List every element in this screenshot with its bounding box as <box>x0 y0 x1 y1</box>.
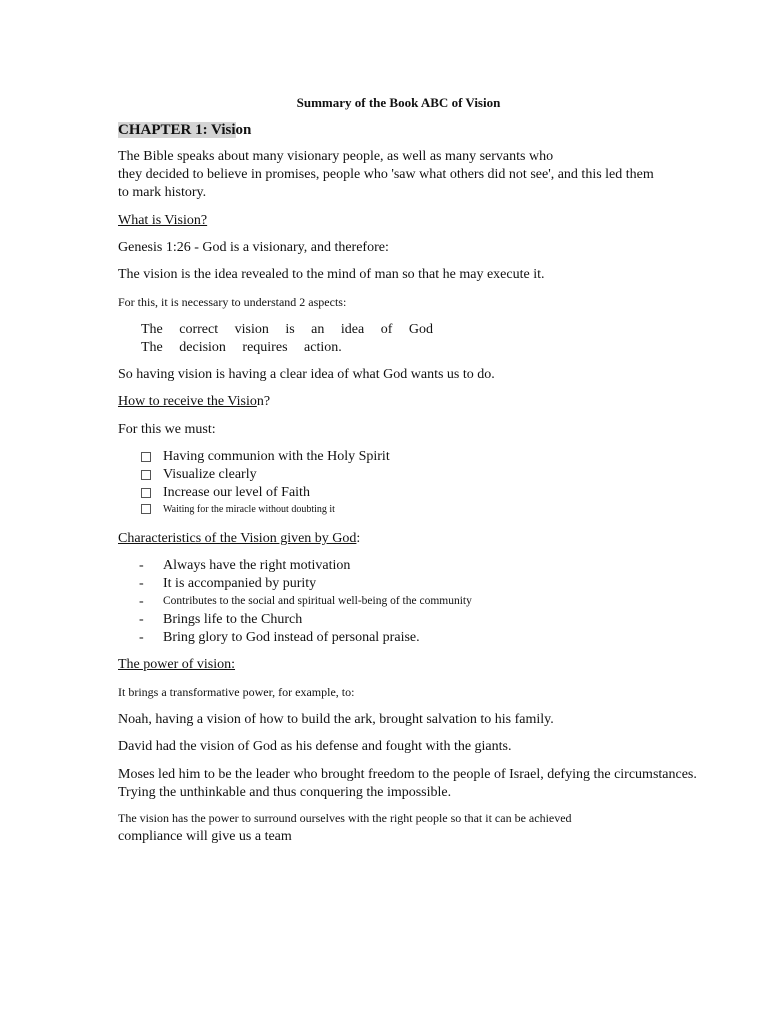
closing-line-2: compliance will give us a team <box>118 829 292 844</box>
checkbox-bullet-icon <box>141 470 151 480</box>
characteristics-heading-rest: : <box>356 531 361 546</box>
dash-bullet: - <box>139 630 144 645</box>
characteristic-item: Always have the right motivation <box>163 558 351 573</box>
characteristic-item: Contributes to the social and spiritual well-being of the community <box>163 595 472 607</box>
checkbox-bullet-icon <box>141 452 151 462</box>
dash-bullet: - <box>139 612 144 627</box>
chapter-heading-rest: on <box>235 122 252 138</box>
checkbox-bullet-icon <box>141 504 151 514</box>
david-paragraph: David had the vision of God as his defense and fought with the giants. <box>118 739 512 754</box>
receive-list-item: Increase our level of Faith <box>163 485 310 500</box>
how-to-receive-intro: For this we must: <box>118 422 216 437</box>
characteristic-item: Bring glory to God instead of personal praise. <box>163 630 420 645</box>
closing-line-1: The vision has the power to surround ourselves with the right people so that it can be achieved <box>118 811 572 825</box>
vision-definition: The vision is the idea revealed to the mind of man so that he may execute it. <box>118 267 545 282</box>
intro-line-1: The Bible speaks about many visionary people, as well as many servants who <box>118 149 554 164</box>
receive-list-item: Waiting for the miracle without doubting it <box>163 504 335 515</box>
dash-bullet: - <box>139 558 144 573</box>
genesis-line: Genesis 1:26 - God is a visionary, and therefore: <box>118 240 389 255</box>
power-heading: The power of vision: <box>118 657 236 672</box>
how-to-receive-heading-rest: n? <box>256 394 271 409</box>
chapter-heading <box>118 121 251 139</box>
power-intro: It brings a transformative power, for example, to: <box>118 685 355 699</box>
moses-line-1: Moses led him to be the leader who brought freedom to the people of Israel, defying the circumstances. <box>118 767 697 782</box>
receive-list-item: Having communion with the Holy Spirit <box>163 449 390 464</box>
chapter-highlight: CHAPTER 1: Visi <box>118 122 236 138</box>
what-is-vision-heading: What is Vision? <box>118 213 208 228</box>
checkbox-bullet-icon <box>141 488 151 498</box>
dash-bullet: - <box>139 576 144 591</box>
aspect-item: The decision requires action. <box>141 340 342 355</box>
noah-paragraph: Noah, having a vision of how to build the ark, brought salvation to his family. <box>118 712 554 727</box>
dash-bullet: - <box>139 594 144 609</box>
moses-line-2: Trying the unthinkable and thus conquering the impossible. <box>118 785 452 800</box>
aspect-item: The correct vision is an idea of God <box>141 322 433 337</box>
aspects-intro: For this, it is necessary to understand 2 aspects: <box>118 295 347 309</box>
characteristics-heading-underlined: Characteristics of the Vision given by God <box>118 531 357 546</box>
intro-line-3: to mark history. <box>118 185 207 200</box>
characteristic-item: Brings life to the Church <box>163 612 303 627</box>
how-to-receive-heading <box>118 394 270 411</box>
characteristic-item: It is accompanied by purity <box>163 576 317 591</box>
vision-summary: So having vision is having a clear idea of what God wants us to do. <box>118 367 495 382</box>
characteristics-heading <box>118 531 360 548</box>
receive-list-item: Visualize clearly <box>163 467 257 482</box>
intro-line-2: they decided to believe in promises, people who 'saw what others did not see', and this led them <box>118 167 654 182</box>
how-to-receive-heading-underlined: How to receive the Visio <box>118 394 257 409</box>
document-title: Summary of the Book ABC of Vision <box>296 95 501 110</box>
